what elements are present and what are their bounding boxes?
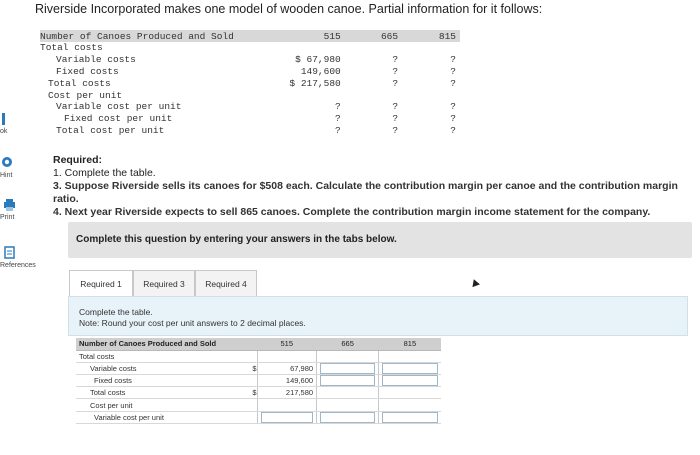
cell: ?: [392, 54, 399, 66]
fixed-costs-665-input[interactable]: [317, 375, 379, 387]
given-data-table: [40, 30, 460, 136]
row-label: Total costs: [40, 42, 103, 54]
row-label: Variable cost per unit: [56, 101, 182, 113]
instruction-text: Complete this question by entering your answers in the tabs below.: [76, 234, 397, 245]
table-row: [40, 66, 460, 78]
cell: ?: [392, 113, 399, 125]
references-icon: [2, 246, 16, 260]
table-row: [76, 362, 441, 374]
panel-note: Note: Round your cost per unit answers to 2 decimal places.: [79, 318, 306, 328]
table-row: [76, 399, 441, 411]
question-title: Riverside Incorporated makes one model of wooden canoe. Partial information for it follows:: [35, 2, 543, 16]
row-label: Variable cost per unit: [76, 411, 248, 423]
row-label: Total costs: [76, 350, 248, 362]
cell: ?: [450, 54, 456, 66]
cell: [379, 399, 441, 411]
sidebar-item-label: References: [0, 262, 36, 269]
sidebar-item-references[interactable]: [0, 246, 44, 269]
header-665: 665: [345, 30, 406, 42]
dollar-sign: [248, 375, 257, 387]
cell: ?: [450, 65, 456, 77]
row-label: Fixed cost per unit: [64, 113, 173, 125]
left-toolbar: [0, 0, 44, 455]
sidebar-item-label: Print: [0, 214, 15, 221]
print-icon: [2, 198, 16, 212]
table-row: [76, 411, 441, 423]
cell: [257, 350, 317, 362]
required-item-3: 3. Suppose Riverside sells its canoes for $508 each. Calculate the contribution margin per canoe and the contribution margin ratio.: [53, 180, 678, 205]
cell: [252, 42, 345, 54]
required-item-1: 1. Complete the table.: [53, 167, 156, 179]
variable-cost-per-unit-665-input[interactable]: [317, 411, 379, 423]
row-label: Fixed costs: [76, 375, 248, 387]
row-label: Total costs: [48, 77, 111, 89]
sidebar-item-print[interactable]: [0, 198, 44, 221]
header-815: 815: [406, 30, 460, 42]
cell: ?: [335, 101, 341, 113]
cell: [345, 89, 406, 101]
table-row: [40, 77, 460, 89]
total-costs-515: 217,580: [257, 387, 317, 399]
panel-instruction: Complete the table.: [79, 307, 153, 317]
cell: [317, 350, 379, 362]
sidebar-item-label: Hint: [0, 172, 13, 179]
cell: [345, 42, 406, 54]
cell: ?: [450, 77, 456, 89]
cell: [406, 89, 460, 101]
cell: ?: [335, 113, 341, 125]
tab-required-3[interactable]: Required 3: [133, 270, 195, 296]
fixed-costs-815-input[interactable]: [379, 375, 441, 387]
table-row: [40, 89, 460, 101]
table-row: [76, 350, 441, 362]
table-row: [76, 387, 441, 399]
header-515: 515: [252, 30, 345, 42]
dollar-sign: $: [248, 387, 257, 399]
required-heading: Required:: [53, 154, 103, 166]
total-costs-815: [379, 387, 441, 399]
cell: 149,600: [300, 65, 341, 77]
table-header-row: [76, 338, 441, 350]
sidebar-item-label: ok: [0, 128, 8, 135]
cell: ?: [450, 101, 456, 113]
table-row: [40, 113, 460, 125]
cell: ?: [392, 124, 399, 136]
row-label: Variable costs: [56, 54, 136, 66]
cell: [406, 42, 460, 54]
variable-costs-515: 67,980: [257, 362, 317, 374]
required-item-4: 4. Next year Riverside expects to sell 865 canoes. Complete the contribution margin income statement for the company.: [53, 206, 651, 218]
cell: ?: [392, 77, 399, 89]
cell: $ 217,580: [289, 77, 341, 89]
fixed-costs-515: 149,600: [257, 375, 317, 387]
row-label: Cost per unit: [76, 399, 248, 411]
mouse-cursor-icon: [470, 278, 480, 287]
row-label: Fixed costs: [56, 65, 119, 77]
cell: [379, 350, 441, 362]
tab-required-4[interactable]: Required 4: [195, 270, 257, 296]
cell: ?: [392, 101, 399, 113]
table-row: [40, 101, 460, 113]
variable-cost-per-unit-815-input[interactable]: [379, 411, 441, 423]
dollar-sign: [248, 399, 257, 411]
table-row: [40, 125, 460, 137]
header-815: 815: [379, 338, 441, 350]
row-label: Variable costs: [76, 362, 248, 374]
book-icon: [2, 112, 16, 126]
sidebar-item-hint[interactable]: [0, 156, 44, 179]
row-label: Total costs: [76, 387, 248, 399]
required-section: [53, 154, 700, 219]
cell: [257, 399, 317, 411]
table-row: [40, 42, 460, 54]
tab-required-1[interactable]: Required 1: [69, 270, 133, 296]
dollar-sign: $: [248, 362, 257, 374]
header-515: 515: [257, 338, 317, 350]
row-label: Total cost per unit: [56, 124, 165, 136]
table-row: [40, 54, 460, 66]
table-header-row: [40, 30, 460, 42]
cell: [252, 89, 345, 101]
cell: ?: [450, 113, 456, 125]
variable-cost-per-unit-515-input[interactable]: [257, 411, 317, 423]
dollar-sign: [248, 350, 257, 362]
cell: ?: [392, 65, 399, 77]
cell: [317, 399, 379, 411]
sidebar-item-ebook[interactable]: [0, 112, 44, 135]
header-label: Number of Canoes Produced and Sold: [40, 30, 252, 42]
cell: ?: [450, 124, 456, 136]
table-row: [76, 375, 441, 387]
cell: ?: [335, 124, 341, 136]
instruction-bar: [68, 222, 692, 258]
cell: $ 67,980: [295, 54, 341, 66]
answer-table: [76, 338, 441, 424]
header-label: Number of Canoes Produced and Sold: [76, 338, 257, 350]
header-665: 665: [317, 338, 379, 350]
row-label: Cost per unit: [48, 89, 123, 101]
dollar-sign: [248, 411, 257, 423]
variable-costs-815-input[interactable]: [379, 362, 441, 374]
variable-costs-665-input[interactable]: [317, 362, 379, 374]
hint-icon: [2, 156, 16, 170]
instruction-panel: [68, 296, 688, 336]
total-costs-665: [317, 387, 379, 399]
